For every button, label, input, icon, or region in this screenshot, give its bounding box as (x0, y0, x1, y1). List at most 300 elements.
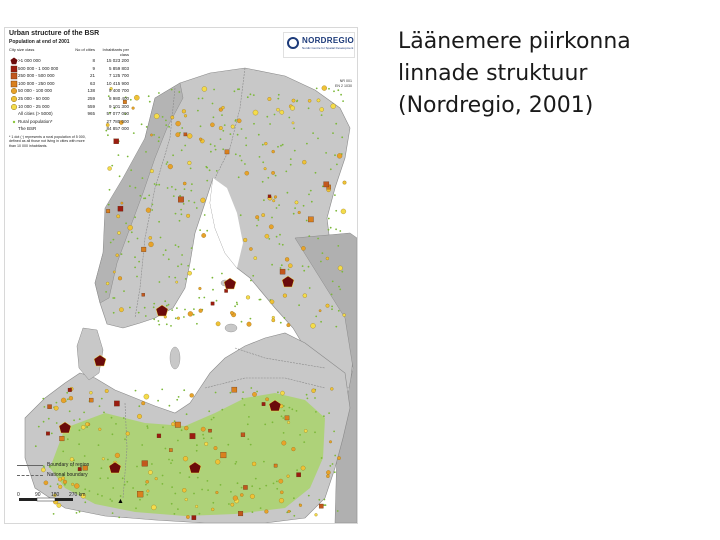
rural-dot (169, 405, 171, 407)
rural-dot (162, 426, 164, 428)
gotland-island (170, 347, 180, 369)
scale-label: 0 (17, 492, 20, 498)
town-marker (150, 134, 152, 136)
city-marker (141, 247, 146, 252)
rural-dot (331, 294, 333, 296)
rural-dot (212, 103, 214, 105)
rural-dot (141, 444, 143, 446)
rural-dot (181, 429, 183, 431)
rural-dot (128, 241, 130, 243)
rural-dot (181, 263, 183, 265)
rural-dot (308, 194, 310, 196)
rural-dot (308, 235, 310, 237)
rural-dot (166, 305, 168, 307)
rural-dot (43, 421, 45, 423)
city-marker (192, 516, 196, 520)
rural-dot (222, 130, 224, 132)
town-marker (330, 387, 333, 390)
legend-pop: 8 980 400 (108, 95, 129, 101)
town-marker (233, 496, 238, 501)
rural-dot (299, 434, 301, 436)
town-marker (276, 108, 279, 111)
rural-dot (289, 407, 291, 409)
town-marker (280, 391, 284, 395)
legend-count: 259 (87, 95, 95, 101)
rural-dot (196, 444, 198, 446)
town-marker (171, 422, 175, 426)
town-marker (326, 470, 330, 474)
rural-dot (177, 265, 179, 267)
rural-dot (138, 312, 140, 314)
rural-dot (253, 94, 255, 96)
rural-dot (171, 309, 173, 311)
rural-dot (123, 417, 125, 419)
rural-dot (141, 123, 143, 125)
rural-dot (341, 136, 343, 138)
rural-dot (78, 443, 80, 445)
rural-dot (162, 116, 164, 118)
rural-dot (175, 244, 177, 246)
rural-dot (335, 228, 337, 230)
town-marker (186, 214, 190, 218)
town-marker (105, 389, 109, 393)
rural-dot (178, 91, 180, 93)
rural-dot (227, 444, 229, 446)
town-marker (279, 479, 283, 483)
rural-dot (123, 290, 125, 292)
rural-dot (210, 151, 212, 153)
town-marker (237, 119, 241, 123)
city-marker (243, 485, 247, 489)
rural-dot (338, 310, 340, 312)
city-marker (68, 388, 72, 392)
rural-dot (146, 126, 148, 128)
region-boundary-symbol (17, 465, 43, 466)
rural-dot (158, 184, 160, 186)
town-marker (195, 505, 198, 508)
rural-dot (176, 307, 178, 309)
rural-dot (321, 114, 323, 116)
north-arrow-icon: ▲ (117, 498, 124, 505)
rural-dot (253, 123, 255, 125)
rural-dot (158, 92, 160, 94)
town-marker (272, 199, 275, 202)
town-marker (338, 266, 343, 271)
rural-dot (119, 175, 121, 177)
rural-dot (256, 225, 258, 227)
town-marker (337, 456, 340, 459)
town-marker (188, 271, 192, 275)
rural-dot (135, 390, 137, 392)
rural-dot (311, 201, 313, 203)
city-marker (241, 433, 245, 437)
rural-dot (145, 315, 147, 317)
town-marker (245, 171, 249, 175)
rural-dot (230, 491, 232, 493)
legend-symbol (9, 65, 18, 73)
town-marker (106, 282, 109, 285)
city-marker (297, 473, 301, 477)
rural-dot (147, 427, 149, 429)
rural-dot (241, 128, 243, 130)
rural-dot (113, 239, 115, 241)
legend-label: 10 000 - 25 000 (18, 103, 50, 109)
rural-dot (124, 484, 126, 486)
city-marker (184, 133, 187, 136)
rural-dot (245, 137, 247, 139)
rural-dot (83, 412, 85, 414)
rural-dot (308, 266, 310, 268)
town-marker (326, 257, 329, 260)
rural-dot (175, 213, 177, 215)
rural-dot (228, 503, 230, 505)
rural-dot (200, 125, 202, 127)
rural-dot (131, 231, 133, 233)
rural-dot (307, 398, 309, 400)
city-marker (118, 206, 123, 211)
legend-rows (9, 57, 129, 133)
rural-dot (107, 459, 109, 461)
town-marker (201, 198, 206, 203)
legend-label: 250 000 - 500 000 (18, 73, 55, 79)
rural-dot (112, 297, 114, 299)
rural-dot (142, 177, 144, 179)
legend-pop: 27 780 000 (106, 118, 129, 124)
town-marker (183, 182, 186, 185)
rural-dot (241, 160, 243, 162)
rural-dot (151, 209, 153, 211)
town-marker (252, 462, 256, 466)
town-marker (188, 311, 193, 316)
rural-dot (290, 164, 292, 166)
rural-dot (283, 432, 285, 434)
rural-dot (238, 176, 240, 178)
rural-dot (220, 484, 222, 486)
city-marker (324, 182, 329, 187)
rural-dot (51, 433, 53, 435)
rural-dot (101, 495, 103, 497)
rural-dot (160, 237, 162, 239)
town-marker (176, 121, 181, 126)
legend-column-headers (9, 47, 129, 57)
town-marker (141, 401, 145, 405)
town-marker (269, 225, 273, 229)
town-marker (287, 323, 291, 327)
town-marker (69, 396, 73, 400)
rural-dot (158, 221, 160, 223)
legend-count: 63 (89, 80, 95, 86)
rural-dot (213, 89, 215, 91)
town-marker (117, 231, 120, 234)
rural-dot (276, 488, 278, 490)
rural-dot (258, 134, 260, 136)
town-marker (113, 271, 115, 273)
town-marker (243, 238, 247, 242)
rural-dot (237, 482, 239, 484)
rural-dot (241, 487, 243, 489)
rural-dot (193, 268, 195, 270)
rural-dot (121, 253, 123, 255)
rural-dot (280, 267, 282, 269)
rural-dot (333, 90, 335, 92)
rural-dot (124, 438, 126, 440)
legend-symbol (9, 125, 18, 133)
town-marker (285, 257, 289, 261)
rural-dot (230, 133, 232, 135)
town-marker (311, 323, 316, 328)
national-boundary-symbol (17, 475, 43, 476)
rural-dot (298, 304, 300, 306)
legend-symbol (9, 110, 18, 118)
legend-row (9, 125, 129, 133)
rural-dot (317, 138, 319, 140)
rural-dot (170, 462, 172, 464)
rural-dot (153, 134, 155, 136)
rural-dot (306, 220, 308, 222)
town-marker (144, 394, 149, 399)
rural-dot (288, 269, 290, 271)
rural-dot (338, 286, 340, 288)
rural-dot (198, 297, 200, 299)
rural-dot (256, 391, 258, 393)
rural-dot (317, 238, 319, 240)
boundary-legend (17, 460, 89, 480)
legend-pop: 7 125 700 (108, 73, 129, 79)
rural-dot (252, 275, 254, 277)
rural-dot (183, 203, 185, 205)
rural-dot (158, 137, 160, 139)
rural-dot (207, 489, 209, 491)
rural-dot (277, 146, 279, 148)
rural-dot (211, 437, 213, 439)
town-marker (119, 308, 123, 312)
rural-dot (137, 238, 139, 240)
legend-count: 21 (89, 73, 95, 79)
rural-dot (212, 502, 214, 504)
rural-dot (211, 419, 213, 421)
rural-dot (263, 461, 265, 463)
rural-dot (67, 438, 69, 440)
rural-dot (193, 308, 195, 310)
rural-dot (242, 391, 244, 393)
rural-dot (276, 207, 278, 209)
rural-dot (263, 199, 265, 201)
town-marker (85, 422, 89, 426)
legend-label: 50 000 - 100 000 (18, 88, 53, 94)
legend-subtitle: Population at end of 2001 (9, 39, 70, 45)
rural-dot (174, 277, 176, 279)
town-marker (301, 246, 305, 250)
logo-text: NORDREGIO (302, 36, 355, 45)
city-marker (238, 511, 243, 516)
rural-dot (136, 466, 138, 468)
town-marker (331, 104, 336, 109)
town-marker (171, 116, 174, 119)
town-marker (280, 110, 284, 114)
rural-dot (163, 254, 165, 256)
rural-dot (171, 89, 173, 91)
rural-dot (220, 138, 222, 140)
town-marker (102, 458, 105, 461)
map-figure (4, 27, 358, 524)
town-marker (132, 107, 135, 110)
rural-dot (201, 489, 203, 491)
town-marker (274, 196, 277, 199)
rural-dot (216, 170, 218, 172)
rural-dot (139, 195, 141, 197)
town-marker (268, 97, 272, 101)
map-id-line: EN 2 1030 (335, 84, 352, 88)
legend-label: Rural population* (18, 118, 53, 124)
town-marker (54, 406, 58, 410)
rural-dot (99, 478, 101, 480)
rural-dot (176, 399, 178, 401)
town-marker (264, 167, 267, 170)
town-marker (150, 169, 154, 173)
rural-dot (35, 445, 37, 447)
legend-row (9, 110, 129, 118)
slide-title-line: linnade struktuur (398, 61, 588, 86)
rural-dot (122, 477, 124, 479)
rural-dot (293, 128, 295, 130)
legend-title: Urban structure of the BSR (9, 30, 100, 37)
rural-dot (277, 98, 279, 100)
rural-dot (184, 188, 186, 190)
rural-dot (329, 465, 331, 467)
rural-dot (332, 281, 334, 283)
rural-dot (296, 101, 298, 103)
city-marker (175, 422, 181, 428)
rural-dot (259, 156, 261, 158)
rural-dot (107, 477, 109, 479)
town-marker (343, 181, 347, 185)
rural-dot (240, 214, 242, 216)
rural-dot (138, 405, 140, 407)
rural-dot (310, 190, 312, 192)
rural-dot (208, 410, 210, 412)
rural-dot (167, 161, 169, 163)
rural-dot (129, 307, 131, 309)
rural-dot (168, 459, 170, 461)
rural-dot (207, 480, 209, 482)
logo-subtitle: Nordic Centre for Spatial Development (302, 46, 354, 50)
town-marker (121, 202, 123, 204)
denmark-land (77, 328, 103, 380)
rural-dot (198, 98, 200, 100)
rural-dot (168, 258, 170, 260)
town-marker (298, 211, 301, 214)
rural-dot (42, 398, 44, 400)
rural-dot (171, 486, 173, 488)
rural-dot (101, 398, 103, 400)
rural-dot (157, 400, 159, 402)
rural-dot (177, 440, 179, 442)
rural-dot (148, 95, 150, 97)
town-marker (199, 287, 202, 290)
rural-dot (204, 214, 206, 216)
town-marker (326, 475, 329, 478)
rural-dot (130, 99, 132, 101)
rural-dot (186, 413, 188, 415)
rural-dot (165, 120, 167, 122)
town-marker (341, 209, 346, 214)
rural-dot (334, 194, 336, 196)
rural-dot (193, 493, 195, 495)
legend-label: 500 000 - 1 000 000 (18, 65, 59, 71)
rural-dot (334, 154, 336, 156)
town-marker (204, 442, 208, 446)
rural-dot (337, 89, 339, 91)
rural-dot (230, 392, 232, 394)
rural-dot (335, 326, 337, 328)
city-marker (232, 387, 237, 392)
legend-symbol (9, 118, 18, 126)
rural-dot (260, 507, 262, 509)
town-marker (320, 107, 324, 111)
town-marker (182, 109, 186, 113)
rural-dot (109, 498, 111, 500)
town-marker (201, 427, 205, 431)
town-marker (61, 398, 66, 403)
town-marker (292, 447, 296, 451)
rural-dot (69, 410, 71, 412)
rural-dot (190, 168, 192, 170)
rural-dot (336, 164, 338, 166)
rural-dot (202, 434, 204, 436)
rural-dot (134, 267, 136, 269)
rural-dot (159, 281, 161, 283)
scale-label: 270 km (69, 492, 86, 498)
rural-dot (197, 110, 199, 112)
rural-dot (112, 487, 114, 489)
rural-dot (215, 149, 217, 151)
rural-dot (175, 189, 177, 191)
town-marker (282, 441, 287, 446)
city-marker (46, 432, 50, 436)
rural-dot (203, 438, 205, 440)
rural-dot (294, 150, 296, 152)
rural-dot (170, 325, 172, 327)
rural-dot (267, 177, 269, 179)
town-marker (288, 264, 292, 268)
rural-dot (191, 247, 193, 249)
town-marker (301, 466, 305, 470)
town-marker (149, 242, 154, 247)
legend-count: 138 (87, 88, 95, 94)
town-marker (199, 138, 202, 141)
legend-pop: 57 077 000 (106, 111, 129, 117)
rural-dot (237, 134, 239, 136)
rural-dot (303, 441, 305, 443)
rural-dot (209, 169, 211, 171)
rural-dot (250, 318, 252, 320)
nordregio-logo (283, 32, 355, 58)
town-marker (151, 505, 156, 510)
legend-row (9, 57, 129, 65)
rural-dot (118, 517, 120, 519)
rural-dot (185, 278, 187, 280)
town-marker (272, 319, 275, 322)
rural-dot (188, 476, 190, 478)
legend-label: 100 000 - 250 000 (18, 80, 55, 86)
legend-row (9, 72, 129, 80)
town-marker (177, 317, 180, 320)
rural-dot (115, 423, 117, 425)
rural-dot (112, 512, 114, 514)
town-marker (176, 281, 178, 283)
scale-bar (17, 486, 97, 516)
town-marker (148, 470, 152, 474)
